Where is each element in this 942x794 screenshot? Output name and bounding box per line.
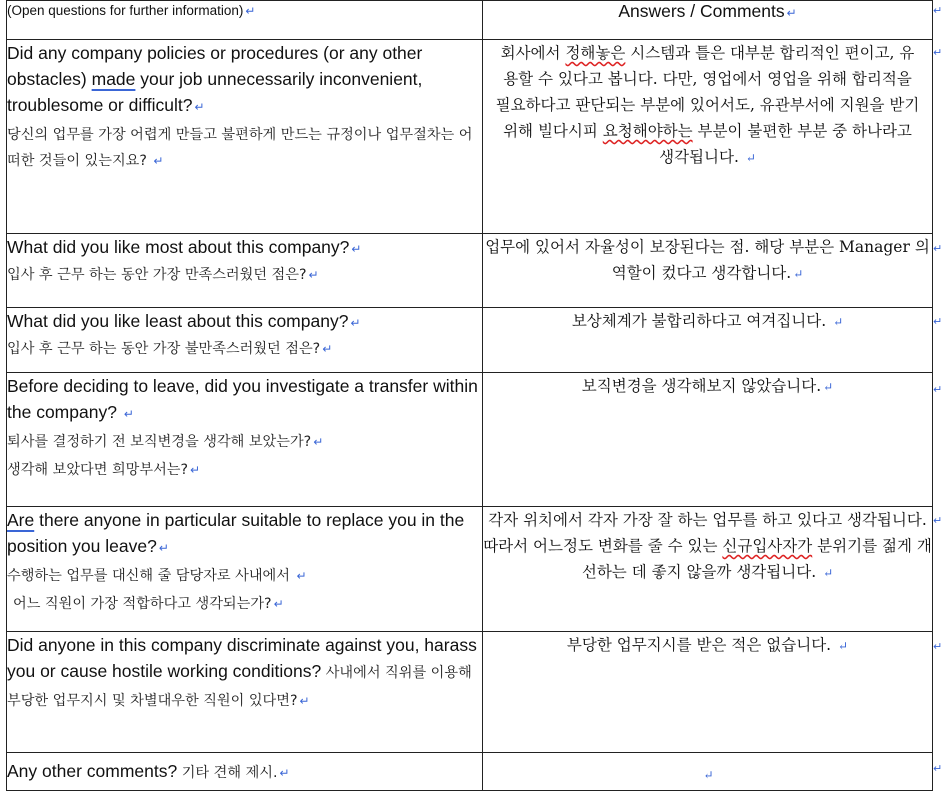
question-cell[interactable] xyxy=(7,40,483,234)
table-row xyxy=(7,40,933,234)
row-end-mark: ↵ xyxy=(933,514,942,527)
question-cell[interactable] xyxy=(7,308,483,373)
answer-cell[interactable] xyxy=(483,234,933,308)
table-row xyxy=(7,753,933,791)
header-left-cell[interactable] xyxy=(7,1,483,40)
spelling-flag: 신규입사자가 xyxy=(722,537,813,555)
answer-text: 보직변경을 생각해보지 않았습니다. ↵ xyxy=(581,377,834,395)
answer-text: 보상체계가 불합리하다고 여겨집니다. ↵ xyxy=(571,312,844,330)
spelling-flag: 정해놓은 xyxy=(565,44,626,62)
header-right-cell[interactable] xyxy=(483,1,933,40)
table-row xyxy=(7,373,933,507)
question-korean: 입사 후 근무 하는 동안 가장 불만족스러웠던 점은? ↵ xyxy=(7,341,333,357)
return-mark: ↵ xyxy=(786,6,797,20)
question-english: What did you like most about this company? ↵ xyxy=(7,237,362,257)
spelling-flag: 요청해야하는 xyxy=(602,122,693,140)
table-row xyxy=(7,507,933,632)
question-korean: 수행하는 업무를 대신해 줄 담당자로 사내에서 ↵ xyxy=(7,568,307,584)
answer-text: 부당한 업무지시를 받은 적은 없습니다. ↵ xyxy=(566,636,849,654)
question-korean: 퇴사를 결정하기 전 보직변경을 생각해 보았는가? ↵ xyxy=(7,434,324,450)
question-cell[interactable] xyxy=(7,373,483,507)
exit-interview-table xyxy=(6,0,933,791)
question-english: Any other comments? 기타 견해 제시. ↵ xyxy=(7,761,290,781)
header-left-text: (Open questions for further information) xyxy=(7,3,244,18)
answer-cell[interactable] xyxy=(483,40,933,234)
answer-cell[interactable] xyxy=(483,308,933,373)
question-korean-followup: 어느 직원이 가장 적합하다고 생각되는가? ↵ xyxy=(13,596,284,612)
table-row xyxy=(7,308,933,373)
question-english: Did anyone in this company discriminate against you, harass you or cause hostile working conditions? 사내에서 직위를 이용해 부당한 업무지시 및 차별대우한 직원이 있다면? ↵ xyxy=(7,635,477,709)
answer-text: 각자 위치에서 각자 가장 잘 하는 업무를 하고 있다고 생각됩니다. 따라서 어느정도 변화를 줄 수 있는 신규입사자가 분위기를 젊게 개선하는 데 좋지 않을까 생각됩니다. ↵ xyxy=(483,511,932,581)
answer-text: 업무에 있어서 자율성이 보장된다는 점. 해당 부분은 Manager 의 역할이 컸다고 생각합니다. ↵ xyxy=(485,238,930,282)
question-cell[interactable] xyxy=(7,234,483,308)
question-korean: 입사 후 근무 하는 동안 가장 만족스러웠던 점은? ↵ xyxy=(7,267,319,283)
question-english: Are there anyone in particular suitable to replace you in the position you leave? ↵ xyxy=(7,510,465,556)
row-end-mark: ↵ xyxy=(933,4,942,17)
row-end-mark: ↵ xyxy=(933,383,942,396)
question-english: What did you like least about this company? ↵ xyxy=(7,311,361,331)
row-end-mark: ↵ xyxy=(933,762,942,775)
answer-text: 회사에서 정해놓은 시스템과 틀은 대부분 합리적인 편이고, 유용할 수 있다고 봅니다. 다만, 영업에서 영업을 위해 합리적을 필요하다고 판단되는 부분에 있어서도, 유관부서에 지원을 받기 위해 빌다시피 요청해야하는 부분이 불편한 부분 중 하나라고 생각됩니다. ↵ xyxy=(495,44,920,166)
question-korean-followup: 생각해 보았다면 희망부서는? ↵ xyxy=(7,462,201,478)
grammar-flag: made xyxy=(91,69,136,89)
question-english: Did any company policies or procedures (or any other obstacles) made your job unnecessarily inconvenient, troublesome or difficult? ↵ xyxy=(7,43,423,115)
question-english: Before deciding to leave, did you investigate a transfer within the company? ↵ xyxy=(7,376,478,422)
question-cell[interactable] xyxy=(7,753,483,791)
grammar-flag: Are xyxy=(7,510,35,530)
answer-cell[interactable] xyxy=(483,753,933,791)
question-korean: 당신의 업무를 가장 어렵게 만들고 불편하게 만드는 규정이나 업무절차는 어떠한 것들이 있는지요? ↵ xyxy=(7,127,473,169)
question-cell[interactable] xyxy=(7,632,483,753)
row-end-mark: ↵ xyxy=(933,640,942,653)
answer-cell[interactable] xyxy=(483,373,933,507)
row-end-mark: ↵ xyxy=(933,46,942,59)
header-right-text: Answers / Comments xyxy=(618,1,785,21)
table-header-row xyxy=(7,1,933,40)
return-mark: ↵ xyxy=(245,4,256,18)
table-row xyxy=(7,632,933,753)
answer-cell[interactable] xyxy=(483,632,933,753)
table-row xyxy=(7,234,933,308)
question-cell[interactable] xyxy=(7,507,483,632)
row-end-mark: ↵ xyxy=(933,242,942,255)
answer-text: ↵ xyxy=(703,768,714,782)
answer-cell[interactable] xyxy=(483,507,933,632)
row-end-mark: ↵ xyxy=(933,315,942,328)
